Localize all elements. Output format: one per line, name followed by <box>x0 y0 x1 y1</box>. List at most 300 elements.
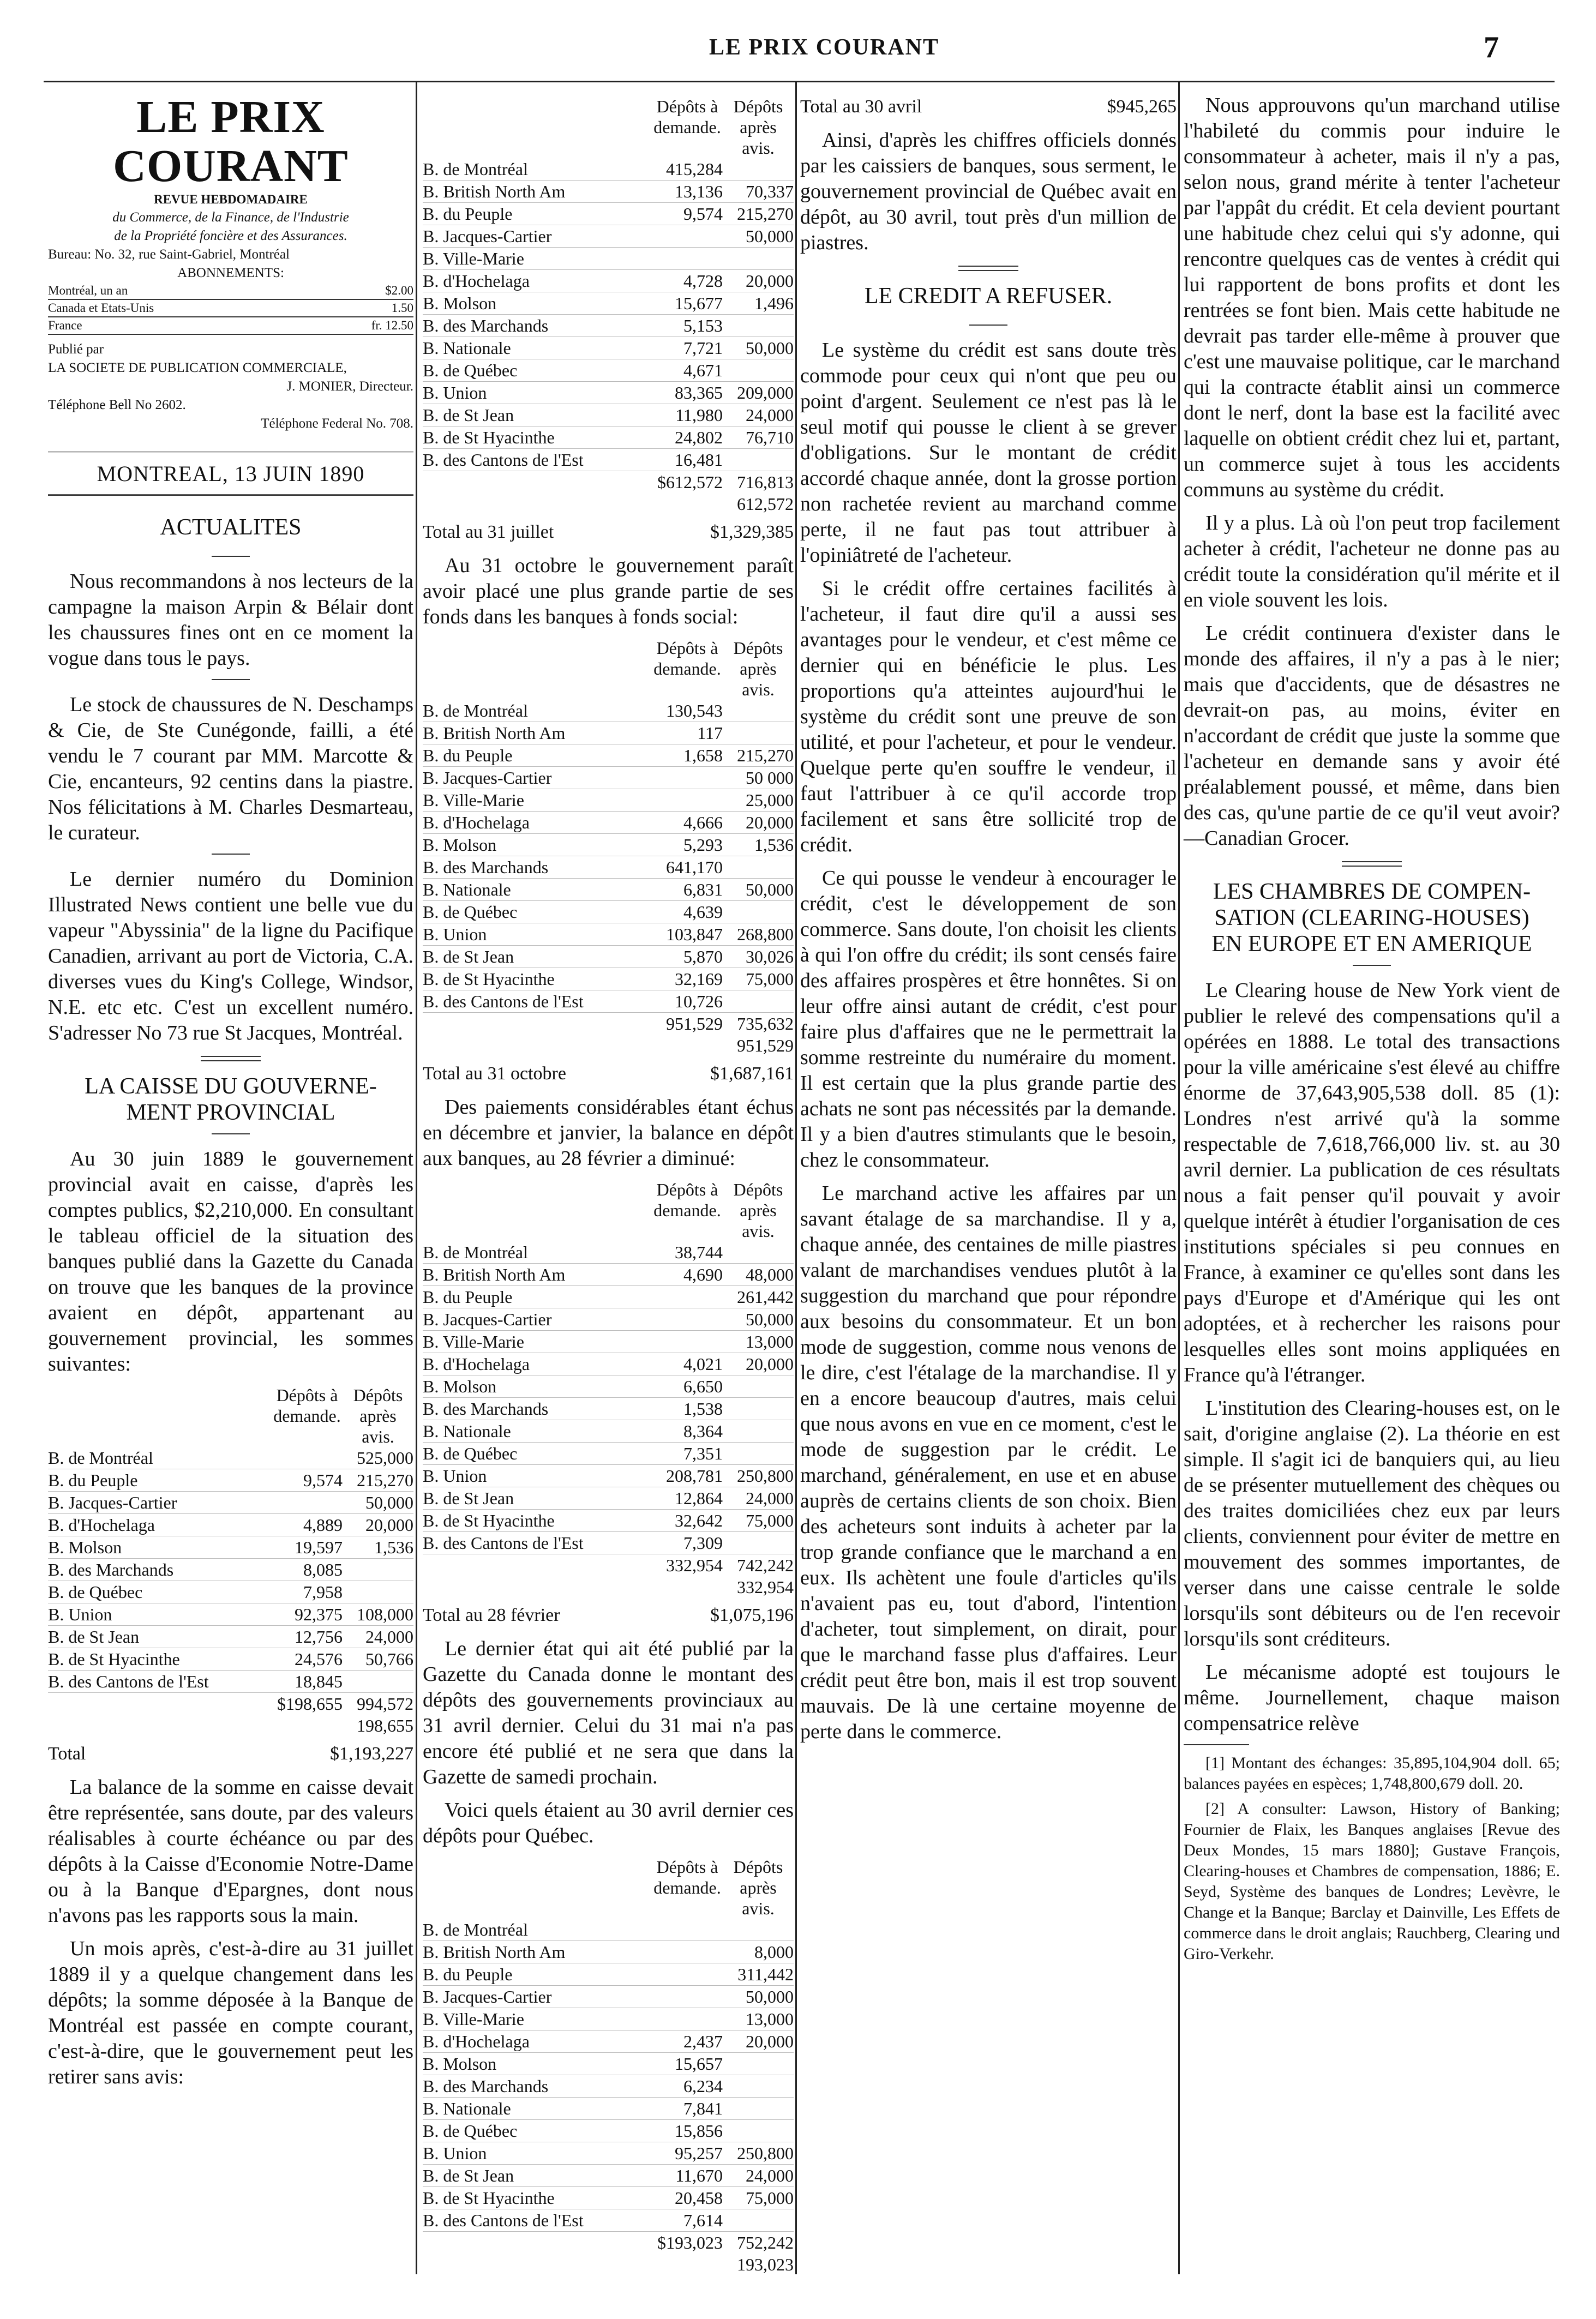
table-row <box>423 1532 794 1554</box>
actualites-paragraph: Nous recommandons à nos lecteurs de la campagne la maison Arpin & Bélair dont les chaussures fines ont en ce moment la vogue dans tous le pays. <box>48 570 413 670</box>
deposit-demand: 16,481 <box>675 450 723 470</box>
bank-name: B. de St Hyacinthe <box>48 1649 180 1669</box>
table-row <box>423 1398 794 1420</box>
credit-paragraph: Le système du crédit est sans doute très commode pour ceux qui n'ont que peu ou point d'argent. Seulement ce n'est pas là le seul motif qui pousse le client à se grever d'obligations. Sur le montant de crédit accordé chaque année, dont la grosse portion non rachetée revient au marchand comme perte, il ne faut pas tout attribuer à l'opiniâtreté de l'acheteur. <box>800 339 1177 567</box>
table-row <box>423 2142 794 2165</box>
deposit-table-april <box>423 1857 794 2275</box>
bank-name: B. Union <box>423 2143 487 2163</box>
deposit-demand <box>652 1286 723 1308</box>
deposit-notice: 50,766 <box>365 1649 413 1669</box>
deposit-notice: 24,000 <box>746 1488 794 1508</box>
caisse-paragraph: Ainsi, d'après les chiffres officiels donnés par les caissiers de banques, sous serment, le gouvernement provincial de Québec avait en dépôt, au 30 avril, tout près d'un million de piastres. <box>800 129 1177 254</box>
deposit-notice <box>723 248 794 269</box>
table-row <box>48 1648 413 1671</box>
table-row <box>423 834 794 856</box>
deposit-demand: 11,980 <box>675 405 723 425</box>
deposit-notice <box>723 990 794 1012</box>
sum-value: 742,242 <box>737 1555 794 1575</box>
table-row <box>423 315 794 337</box>
table-row <box>423 2209 794 2232</box>
deposit-notice <box>723 359 794 381</box>
caisse-paragraph: Un mois après, c'est-à-dire au 31 juillet 1889 il y a quelque changement dans les dépôts; la somme déposée à la Banque de Montréal est passée en compte courant, c'est-à-dire, que le gouvernement peut les retirer sans avis: <box>48 1937 413 2088</box>
bank-name: B. de Montréal <box>423 159 528 179</box>
column-header: Dépôts après avis. <box>733 1857 783 1918</box>
deposit-notice: 70,337 <box>746 182 794 201</box>
bank-name: B. du Peuple <box>423 1964 513 1984</box>
sum-value: 994,572 <box>357 1694 413 1714</box>
table-row <box>423 2187 794 2209</box>
table-sum <box>423 471 794 493</box>
bank-name: B. Union <box>423 1466 487 1486</box>
table-row <box>423 2075 794 2098</box>
bank-name: B. d'Hochelaga <box>48 1515 155 1535</box>
caisse-heading-1: LA CAISSE DU GOUVERNE- <box>85 1074 377 1099</box>
deposit-demand: 6,234 <box>683 2076 723 2096</box>
bank-name: B. des Marchands <box>48 1560 174 1579</box>
table-row <box>423 1353 794 1375</box>
deposit-notice <box>723 2053 794 2075</box>
table-header <box>423 1857 794 1919</box>
bank-name: B. de St Hyacinthe <box>423 969 555 989</box>
deposit-demand <box>652 1986 723 2008</box>
deposit-demand: 4,021 <box>683 1354 723 1374</box>
bank-name: B. de St Jean <box>423 2166 514 2185</box>
bank-name: B. de Québec <box>423 361 518 380</box>
masthead-pub: Publié par <box>48 342 104 357</box>
deposit-demand: 32,642 <box>675 1511 723 1530</box>
masthead-desc-2: de la Propriété foncière et des Assurances. <box>114 229 347 243</box>
deposit-demand <box>272 1492 343 1513</box>
ornament-separator <box>958 266 1018 271</box>
total-row: Total au 28 février $1,075,196 <box>423 1605 794 1625</box>
bank-name: B. Ville-Marie <box>423 249 524 268</box>
column-header: Dépôts après avis. <box>733 638 783 699</box>
table-row <box>423 203 794 225</box>
total-row: Total au 31 octobre $1,687,161 <box>423 1064 794 1084</box>
table-header <box>423 1179 794 1241</box>
bank-name: B. de Québec <box>423 2121 518 2141</box>
deposit-demand: 7,841 <box>683 2099 723 2118</box>
deposit-notice: 50,000 <box>365 1493 413 1512</box>
deposit-notice: 525,000 <box>357 1448 413 1468</box>
bank-name: B. Nationale <box>423 880 511 899</box>
deposit-demand <box>272 1447 343 1469</box>
deposit-notice: 215,270 <box>737 746 794 765</box>
bank-name: B. Molson <box>48 1537 122 1557</box>
table-row <box>423 426 794 449</box>
separator <box>212 556 250 557</box>
credit-paragraph: Si le crédit offre certaines facilités à l'acheteur, il faut dire qu'il a aussi ses avantages pour le vendeur, et c'est même ce dernier qui en bénéficie le plus. Les proportions qu'a atteintes aujourd'hui le système du crédit sont une preuve de son utilité, et pour l'acheteur, et pour le vendeur. Quelque perte qu'en souffre le vendeur, il faut l'attribuer à ce qu'il accorde trop facilement et sans être sollicité trop de crédit. <box>800 577 1177 856</box>
bank-name: B. de St Jean <box>423 1488 514 1508</box>
deposit-notice: 48,000 <box>746 1265 794 1284</box>
deposit-demand: 19,597 <box>295 1537 343 1557</box>
ornament-separator <box>201 1056 261 1061</box>
deposit-demand: 7,351 <box>683 1444 723 1463</box>
table-row <box>423 901 794 923</box>
bank-name: B. des Cantons de l'Est <box>48 1672 209 1691</box>
table-row <box>423 1241 794 1264</box>
deposit-demand: 15,856 <box>675 2121 723 2141</box>
bank-name: B. Molson <box>423 2054 497 2074</box>
deposit-demand <box>652 1963 723 1985</box>
deposit-notice: 30,026 <box>746 947 794 966</box>
table-sum <box>423 2232 794 2254</box>
table-row <box>48 1469 413 1492</box>
table-row <box>48 1626 413 1648</box>
page-number: 7 <box>1484 31 1499 64</box>
deposit-notice: 13,000 <box>746 2009 794 2029</box>
table-row <box>48 1559 413 1581</box>
deposit-notice: 20,000 <box>746 2032 794 2051</box>
bank-name: B. Jacques-Cartier <box>423 1987 552 2006</box>
bank-name: B. des Cantons de l'Est <box>423 992 584 1011</box>
deposit-demand: 11,670 <box>675 2166 723 2185</box>
deposit-notice: 24,000 <box>365 1627 413 1647</box>
deposit-table-june <box>48 1385 413 1737</box>
table-sum <box>423 1576 794 1598</box>
table-sum <box>48 1693 413 1715</box>
deposit-demand: 9,574 <box>683 204 723 224</box>
deposit-demand: 130,543 <box>666 701 723 720</box>
bank-name: B. de St Jean <box>48 1627 140 1647</box>
deposit-demand: 92,375 <box>295 1605 343 1624</box>
bank-name: B. des Marchands <box>423 2076 549 2096</box>
table-row <box>423 1308 794 1331</box>
bank-name: B. de Québec <box>48 1582 143 1602</box>
bank-name: B. de St Hyacinthe <box>423 1511 555 1530</box>
masthead-society: LA SOCIETE DE PUBLICATION COMMERCIALE, <box>48 361 347 375</box>
deposit-table-july <box>423 96 794 515</box>
deposit-notice: 1,536 <box>374 1537 413 1557</box>
bank-name: B. de Québec <box>423 1444 518 1463</box>
table-row <box>48 1492 413 1514</box>
bank-name: B. British North Am <box>423 182 566 201</box>
sum-value: 735,632 <box>737 1014 794 1034</box>
deposit-demand: 4,671 <box>683 361 723 380</box>
masthead-federal: Téléphone Federal No. 708. <box>261 416 413 431</box>
deposit-demand: 24,802 <box>675 428 723 447</box>
deposit-notice: 1,536 <box>754 835 794 855</box>
sum-value: 332,954 <box>737 1577 794 1597</box>
caisse-paragraph: Des paiements considérables étant échus en décembre et janvier, la balance en dépôt aux banques, au 28 février a diminué: <box>423 1096 794 1170</box>
bank-name: B. Jacques-Cartier <box>423 1309 552 1329</box>
sum-value: 951,529 <box>666 1014 723 1034</box>
deposit-demand: 2,437 <box>683 2032 723 2051</box>
table-row <box>423 1286 794 1308</box>
deposit-notice <box>723 2075 794 2097</box>
table-row <box>423 1331 794 1353</box>
deposit-notice: 311,442 <box>737 1964 794 1984</box>
deposit-demand: 7,958 <box>303 1582 343 1602</box>
table-row <box>423 404 794 426</box>
bank-name: B. Ville-Marie <box>423 1332 524 1351</box>
deposit-notice <box>343 1581 413 1603</box>
table-row <box>423 2030 794 2053</box>
deposit-notice <box>723 2209 794 2231</box>
credit-paragraph: Le crédit continuera d'exister dans le monde des affaires, il n'y a pas à le nier; mais que d'accidents, que de désastres ne devrait-on pas, au moins, éviter en n'accordant de crédit que juste la somme que l'acheteur en demande sans y avoir été préalablement poussé, et même, dans bien des cas, qu'une partie de ce qu'il veut avoir?—Canadian Grocer. <box>1184 622 1560 850</box>
deposit-notice: 24,000 <box>746 2166 794 2185</box>
table-row <box>423 990 794 1013</box>
deposit-notice: 50,000 <box>746 1309 794 1329</box>
deposit-notice <box>723 1398 794 1420</box>
bank-name: B. des Marchands <box>423 316 549 335</box>
separator <box>212 1133 250 1134</box>
table-row <box>423 879 794 901</box>
chambres-paragraph: Le mécanisme adopté est toujours le même. Journellement, chaque maison compensatrice relève <box>1184 1661 1560 1735</box>
deposit-notice: 20,000 <box>746 1354 794 1374</box>
deposit-demand: 32,169 <box>675 969 723 989</box>
table-row <box>423 2098 794 2120</box>
column-4 <box>1184 93 1560 1969</box>
deposit-demand: 5,870 <box>683 947 723 966</box>
deposit-demand <box>652 1331 723 1353</box>
deposit-demand: 20,458 <box>675 2188 723 2208</box>
credit-paragraph: Nous approuvons qu'un marchand utilise l'habileté du commis pour induire le consommateur à acheter, mais il n'y a pas, selon nous, grand mérite à tenter l'acheteur par l'appât du crédit. Et cela devient pourtant une habitude chez celui qui s'y adonne, qui rencontre quelques cas de ventes à crédit qui lui rapportent de bons profits et dont les rentrées se font bien. Mais cette habitude ne devrait pas tarder elle-même à prouver que c'est une mauvaise politique, car le marchand qui la contracte établit ainsi un commerce dont le nerf, dont la base est la facilité avec laquelle on obtient crédit chez lui et, partant, un commerce sujet à tous les accidents communs au système du crédit. <box>1184 94 1560 501</box>
deposit-demand: 8,085 <box>303 1560 343 1579</box>
table-sum <box>423 2254 794 2275</box>
table-row <box>423 292 794 315</box>
table-row <box>423 1510 794 1532</box>
bank-name: B. Molson <box>423 293 497 313</box>
chambres-paragraph: L'institution des Clearing-houses est, on le sait, d'origine anglaise (2). La théorie en est simple. Il s'agit ici de banquiers qui, au lieu de se présenter mutuellement des chèques ou des traites domiciliées chez eux par leurs clients, conviennent pour éviter de mettre en mouvement des sommes importantes, de verser dans une caisse centrale le solde lorsqu'ils sont débiteurs ou de l'en recevoir lorsqu'ils sont créditeurs. <box>1184 1397 1560 1650</box>
table-row <box>423 1264 794 1286</box>
deposit-notice: 50,000 <box>746 226 794 246</box>
footnote: [1] Montant des échanges: 35,895,104,904 doll. 65; balances payées en espèces; 1,748,800,679 doll. 20. <box>1184 1754 1560 1793</box>
deposit-demand: 208,781 <box>666 1466 723 1486</box>
deposit-notice: 261,442 <box>737 1287 794 1307</box>
deposit-notice <box>723 1420 794 1442</box>
separator <box>969 325 1007 326</box>
bank-name: B. du Peuple <box>423 204 513 224</box>
bank-name: B. Nationale <box>423 338 511 358</box>
caisse-paragraph: Voici quels étaient au 30 avril dernier ces dépôts pour Québec. <box>423 1799 794 1847</box>
masthead-bell: Téléphone Bell No 2602. <box>48 398 186 412</box>
table-row <box>48 1671 413 1693</box>
table-row <box>423 248 794 270</box>
table-row <box>423 2165 794 2187</box>
bank-name: B. Union <box>423 383 487 402</box>
credit-heading: LE CREDIT A REFUSER. <box>864 284 1113 309</box>
deposit-notice: 215,270 <box>737 204 794 224</box>
column-header: Dépôts après avis. <box>353 1385 403 1446</box>
total-row: Total $1,193,227 <box>48 1744 413 1764</box>
table-row <box>423 812 794 834</box>
table-row <box>423 181 794 203</box>
deposit-demand <box>652 2008 723 2030</box>
deposit-notice: 209,000 <box>737 383 794 402</box>
deposit-demand: 9,574 <box>303 1470 343 1490</box>
deposit-notice <box>723 1375 794 1397</box>
bank-name: B. British North Am <box>423 1942 566 1962</box>
deposit-demand: 4,666 <box>683 813 723 832</box>
deposit-demand <box>652 767 723 789</box>
deposit-notice: 20,000 <box>746 813 794 832</box>
deposit-demand: 4,728 <box>683 271 723 291</box>
table-row <box>423 2053 794 2075</box>
sum-value: 752,242 <box>737 2233 794 2252</box>
deposit-notice <box>723 449 794 471</box>
table-row <box>423 382 794 404</box>
sum-value: 198,655 <box>357 1716 413 1735</box>
caisse-paragraph: Au 30 juin 1889 le gouvernement provincial avait en caisse, d'après les comptes publics, $2,210,000. En consultant le tableau officiel de la situation des banques publié dans la Gazette du Canada on trouve que les banques de la province avaient en dépôt, appartenant au gouvernement provincial, les sommes suivantes: <box>48 1148 413 1375</box>
actualites-paragraph: Le dernier numéro du Dominion Illustrated News contient une belle vue du vapeur "Abyssinia" de la ligne du Pacifique Canadien, arrivant au port de Victoria, C.A. diverses vues du King's College, Windsor, N.E. etc etc. C'est un excellent numéro. S'adresser No 73 rue St Jacques, Montréal. <box>48 868 413 1044</box>
deposit-demand: 7,721 <box>683 338 723 358</box>
deposit-notice: 50,000 <box>746 1987 794 2006</box>
deposit-demand <box>652 248 723 269</box>
bank-name: B. Jacques-Cartier <box>48 1493 177 1512</box>
bank-name: B. British North Am <box>423 1265 566 1284</box>
bank-name: B. de Montréal <box>423 701 528 720</box>
bank-name: B. Nationale <box>423 2099 511 2118</box>
bank-name: B. des Cantons de l'Est <box>423 1533 584 1553</box>
caisse-paragraph: Au 31 octobre le gouvernement paraît avoir placé une plus grande partie de ses fonds dans les banques à fonds social: <box>423 554 794 628</box>
deposit-demand <box>652 1941 723 1963</box>
chambres-heading-3: EN EUROPE ET EN AMERIQUE <box>1211 932 1532 957</box>
column-2 <box>423 93 794 2281</box>
bank-name: B. Union <box>423 924 487 944</box>
running-title: LE PRIX COURANT <box>709 35 940 60</box>
bank-name: B. de St Hyacinthe <box>423 428 555 447</box>
actualites-heading: ACTUALITES <box>160 515 302 540</box>
column-header: Dépôts après avis. <box>733 1180 783 1241</box>
deposit-notice <box>723 901 794 923</box>
bank-name: B. de St Hyacinthe <box>423 2188 555 2208</box>
chambres-heading-2: SATION (CLEARING-HOUSES) <box>1214 905 1529 930</box>
bank-name: B. Ville-Marie <box>423 2009 524 2029</box>
sum-value: 612,572 <box>737 494 794 514</box>
table-row <box>423 158 794 181</box>
sum-value: 951,529 <box>737 1036 794 1055</box>
deposit-notice: 25,000 <box>746 790 794 810</box>
column-header: Dépôts à demande. <box>273 1385 341 1426</box>
deposit-demand: 15,657 <box>675 2054 723 2074</box>
table-row <box>423 968 794 990</box>
bank-name: B. d'Hochelaga <box>423 271 530 291</box>
deposit-notice <box>723 1443 794 1464</box>
deposit-demand: 10,726 <box>675 992 723 1011</box>
masthead-bureau: Bureau: No. 32, rue Saint-Gabriel, Montréal <box>48 247 290 262</box>
total-row: Total au 30 avril $945,265 <box>800 97 1177 117</box>
deposit-notice <box>723 1241 794 1263</box>
bank-name: B. d'Hochelaga <box>423 2032 530 2051</box>
issue-date: MONTREAL, 13 JUIN 1890 <box>48 452 413 496</box>
deposit-notice <box>723 856 794 878</box>
rate-row: Montréal, un an $2.00 <box>48 283 413 300</box>
deposit-notice: 13,000 <box>746 1332 794 1351</box>
deposit-notice: 20,000 <box>746 271 794 291</box>
table-row <box>423 1487 794 1510</box>
deposit-notice: 108,000 <box>357 1605 413 1624</box>
masthead-desc-1: du Commerce, de la Finance, de l'Industrie <box>112 210 349 225</box>
column-header: Dépôts à demande. <box>653 97 721 137</box>
deposit-demand: 415,284 <box>666 159 723 179</box>
deposit-notice <box>723 700 794 722</box>
sum-value: 716,813 <box>737 472 794 492</box>
table-row <box>423 337 794 359</box>
masthead-title: LE PRIX COURANT <box>113 92 349 191</box>
caisse-heading-2: MENT PROVINCIAL <box>126 1100 335 1125</box>
table-sum <box>423 1013 794 1035</box>
total-row: Total au 31 juillet $1,329,385 <box>423 522 794 542</box>
table-row <box>423 2008 794 2030</box>
bank-name: B. du Peuple <box>423 746 513 765</box>
footnote: [2] A consulter: Lawson, History of Banking; Fournier de Flaix, les Banques anglaises [Revue des Deux Mondes, 15 mars 1880]; Gustave François, Clearing-houses et Chambres de compensation, 1886; E. Seyd, Système des banques de Londres; Levèvre, le Change et la Banque; Barclay et Dainville, Les Effets de commerce dans le droit anglais; Rauchberg, Clearing und Giro-Verkehr. <box>1184 1800 1560 1963</box>
table-row <box>48 1603 413 1626</box>
deposit-notice: 50,000 <box>746 880 794 899</box>
separator <box>212 679 250 680</box>
deposit-table-october <box>423 638 794 1056</box>
deposit-demand: 83,365 <box>675 383 723 402</box>
table-header <box>423 96 794 158</box>
table-row <box>48 1536 413 1559</box>
column-3 <box>800 93 1177 1752</box>
column-header: Dépôts à demande. <box>653 1180 721 1220</box>
chambres-paragraph: Le Clearing house de New York vient de publier le relevé des compensations qu'il a opérées en 1888. Le total des transactions pour la ville américaine s'est élevé au chiffre énorme de 37,643,905,538 doll. 85 (1): Londres n'est arrivé qu'à la somme respectable de 7,618,766,000 liv. st. au 30 avril dernier. La publication de ces résultats nous a fait penser qu'il pouvait y avoir quelque intérêt à étudier l'organisation de ces institutions spéciales si peu connues en France, à examiner ce qu'elles sont dans les pays d'Europe et d'Amérique qui les ont adoptées, et à rechercher les raisons pour lesquelles elles sont moins appliquées en France qu'à l'étranger. <box>1184 979 1560 1386</box>
deposit-notice <box>723 2098 794 2119</box>
deposit-demand: 15,677 <box>675 293 723 313</box>
table-row <box>48 1447 413 1469</box>
deposit-demand <box>652 225 723 247</box>
top-rule <box>44 81 1555 82</box>
column-rule <box>416 82 417 2274</box>
deposit-demand: 641,170 <box>666 857 723 877</box>
deposit-notice: 8,000 <box>754 1942 794 1962</box>
table-row <box>423 946 794 968</box>
deposit-demand: 4,639 <box>683 902 723 922</box>
table-row <box>423 1375 794 1398</box>
sum-value: $193,023 <box>657 2233 723 2252</box>
deposit-notice: 76,710 <box>746 428 794 447</box>
bank-name: B. de St Jean <box>423 947 514 966</box>
bank-name: B. Nationale <box>423 1421 511 1441</box>
deposit-notice: 250,800 <box>737 1466 794 1486</box>
masthead-subtitle: REVUE HEBDOMADAIRE <box>154 193 308 206</box>
bank-name: B. Jacques-Cartier <box>423 768 552 788</box>
deposit-demand: 117 <box>697 723 723 743</box>
column-header: Dépôts après avis. <box>733 97 783 158</box>
deposit-demand: 12,864 <box>675 1488 723 1508</box>
table-row <box>423 767 794 789</box>
table-sum <box>48 1715 413 1737</box>
table-sum <box>423 1035 794 1056</box>
table-row <box>423 1465 794 1487</box>
bank-name: B. d'Hochelaga <box>423 813 530 832</box>
ornament-separator <box>1342 861 1402 867</box>
bank-name: B. de Montréal <box>48 1448 153 1468</box>
column-1 <box>48 93 413 2098</box>
deposit-notice: 20,000 <box>365 1515 413 1535</box>
bank-name: B. Molson <box>423 835 497 855</box>
table-row <box>48 1581 413 1603</box>
credit-paragraph: Il y a plus. Là où l'on peut trop facilement acheter à crédit, l'acheteur ne donne pas au crédit toute la considération qu'il mérite et il en viole souvent les lois. <box>1184 512 1560 611</box>
sum-value: 332,954 <box>666 1555 723 1575</box>
table-row <box>423 744 794 767</box>
sum-value: $612,572 <box>657 472 723 492</box>
deposit-demand: 18,845 <box>295 1672 343 1691</box>
deposit-demand: 1,538 <box>683 1399 723 1419</box>
running-head <box>0 30 1596 68</box>
deposit-notice: 1,496 <box>754 293 794 313</box>
bank-name: B. du Peuple <box>423 1287 513 1307</box>
table-sum <box>423 493 794 515</box>
table-header <box>423 638 794 700</box>
table-row <box>48 1514 413 1536</box>
table-row <box>423 1963 794 1986</box>
deposit-demand: 13,136 <box>675 182 723 201</box>
deposit-demand: 12,756 <box>295 1627 343 1647</box>
caisse-paragraph: La balance de la somme en caisse devait être représentée, sans doute, par des valeurs réalisables à courte échéance ou par des dépôts à la Caisse d'Economie Notre-Dame ou à la Banque d'Epargnes, dont nous n'avons pas les rapports sous la main. <box>48 1776 413 1927</box>
caisse-paragraph: Le dernier état qui ait été publié par la Gazette du Canada donne le montant des dépôts des gouvernements provinciaux au 31 avril dernier. Celui du 31 mai n'a pas encore été publié et ne sera que dans la Gazette de samedi prochain. <box>423 1637 794 1788</box>
